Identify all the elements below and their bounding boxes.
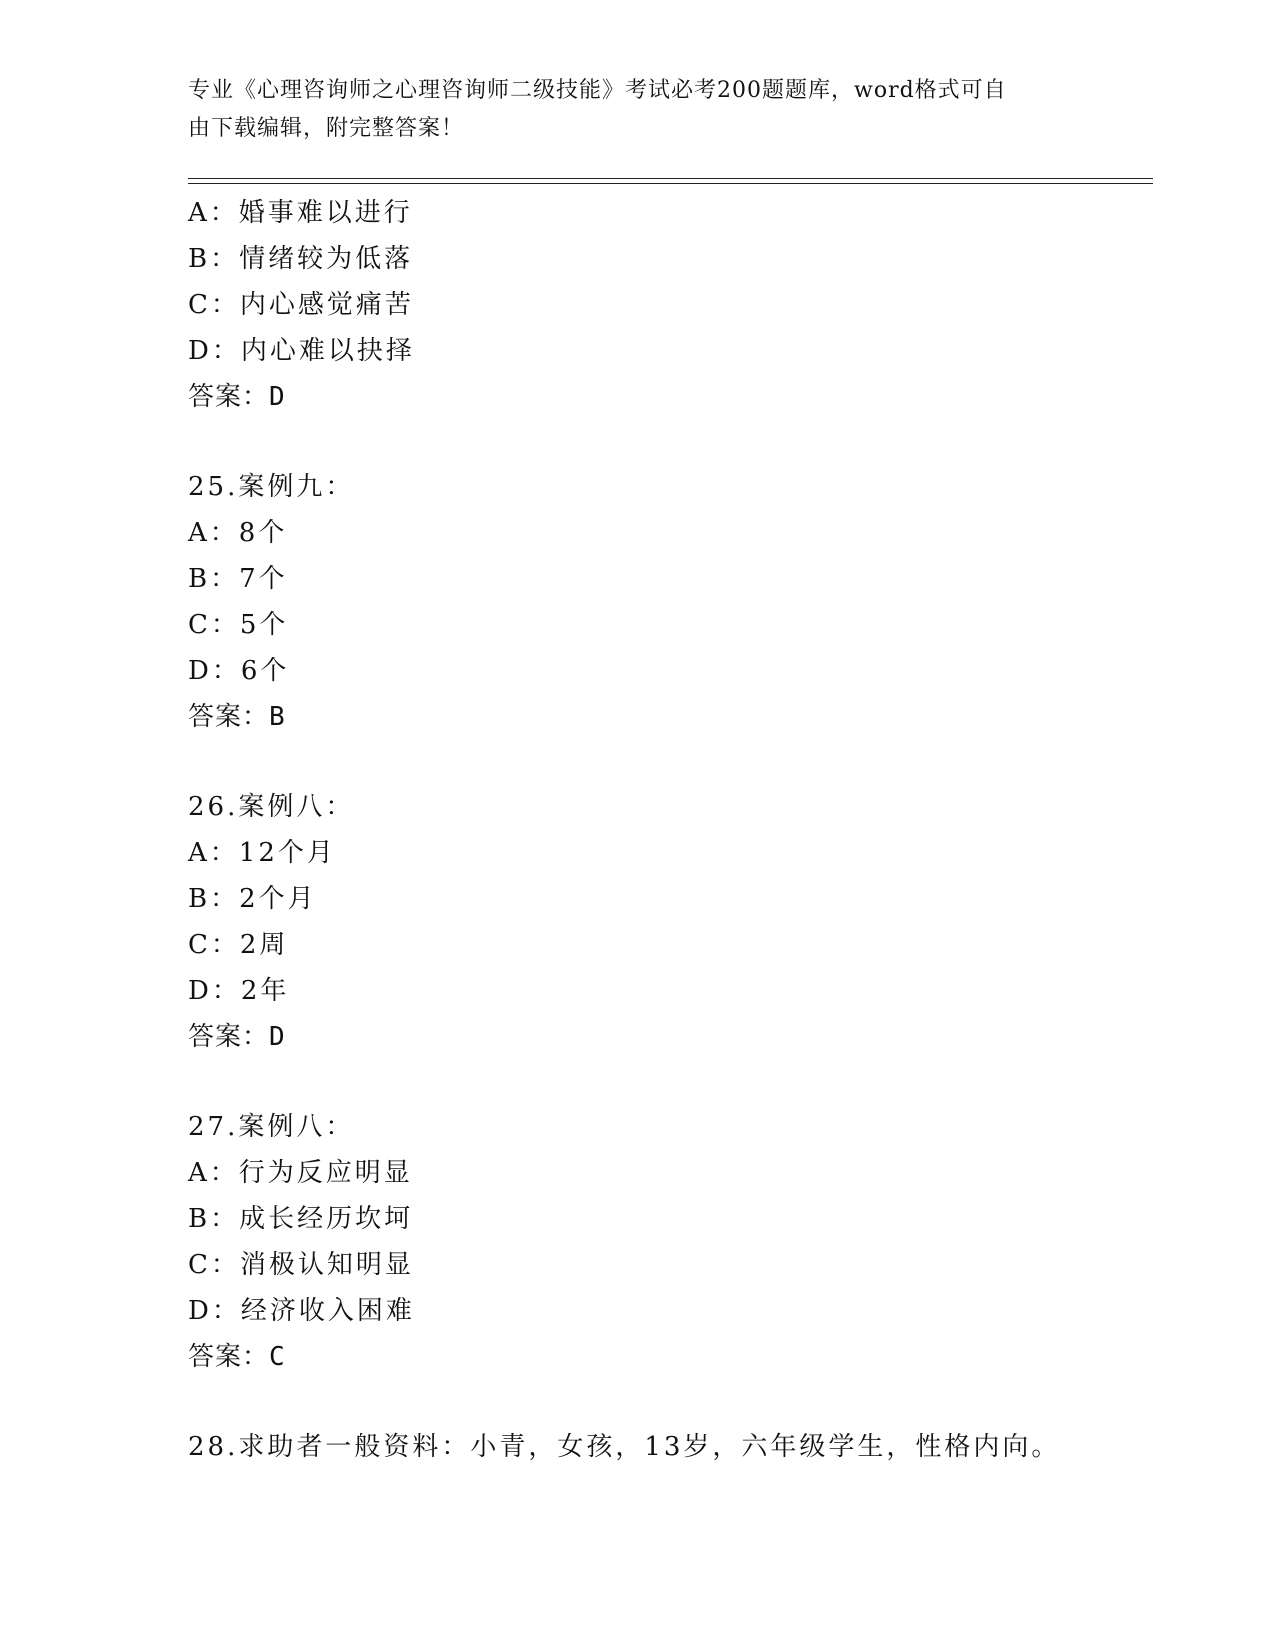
option-b: B：2个月 bbox=[188, 884, 317, 914]
option-b: B：情绪较为低落 bbox=[188, 244, 414, 274]
answer-line: 答案：C bbox=[188, 1342, 286, 1372]
answer-line: 答案：B bbox=[188, 702, 286, 732]
header-line-1: 专业《心理咨询师之心理咨询师二级技能》考试必考200题题库，word格式可自 bbox=[188, 78, 1007, 103]
question-title: 25.案例九： bbox=[188, 472, 355, 502]
header-line-2: 由下载编辑，附完整答案！ bbox=[188, 116, 465, 141]
header-divider-top bbox=[188, 178, 1153, 179]
option-d: D：内心难以抉择 bbox=[188, 336, 415, 366]
answer-line: 答案：D bbox=[188, 382, 286, 412]
option-b: B：7个 bbox=[188, 564, 288, 594]
answer-line: 答案：D bbox=[188, 1022, 286, 1052]
option-d: D：2年 bbox=[188, 976, 290, 1006]
question-title: 26.案例八： bbox=[188, 792, 355, 822]
option-a: A：8个 bbox=[188, 518, 288, 548]
option-d: D：经济收入困难 bbox=[188, 1296, 415, 1326]
option-a: A：行为反应明显 bbox=[188, 1158, 413, 1188]
option-b: B：成长经历坎坷 bbox=[188, 1204, 414, 1234]
header-divider-bottom bbox=[188, 183, 1153, 184]
option-d: D：6个 bbox=[188, 656, 290, 686]
option-c: C：2周 bbox=[188, 930, 289, 960]
question-title: 28.求助者一般资料：小青，女孩，13岁，六年级学生，性格内向。 bbox=[188, 1432, 1061, 1462]
option-a: A：12个月 bbox=[188, 838, 336, 868]
option-c: C：5个 bbox=[188, 610, 289, 640]
question-title: 27.案例八： bbox=[188, 1112, 355, 1142]
option-c: C：消极认知明显 bbox=[188, 1250, 414, 1280]
question-list bbox=[188, 190, 1148, 1470]
option-a: A：婚事难以进行 bbox=[188, 198, 413, 228]
option-c: C：内心感觉痛苦 bbox=[188, 290, 414, 320]
document-header bbox=[188, 72, 1068, 148]
